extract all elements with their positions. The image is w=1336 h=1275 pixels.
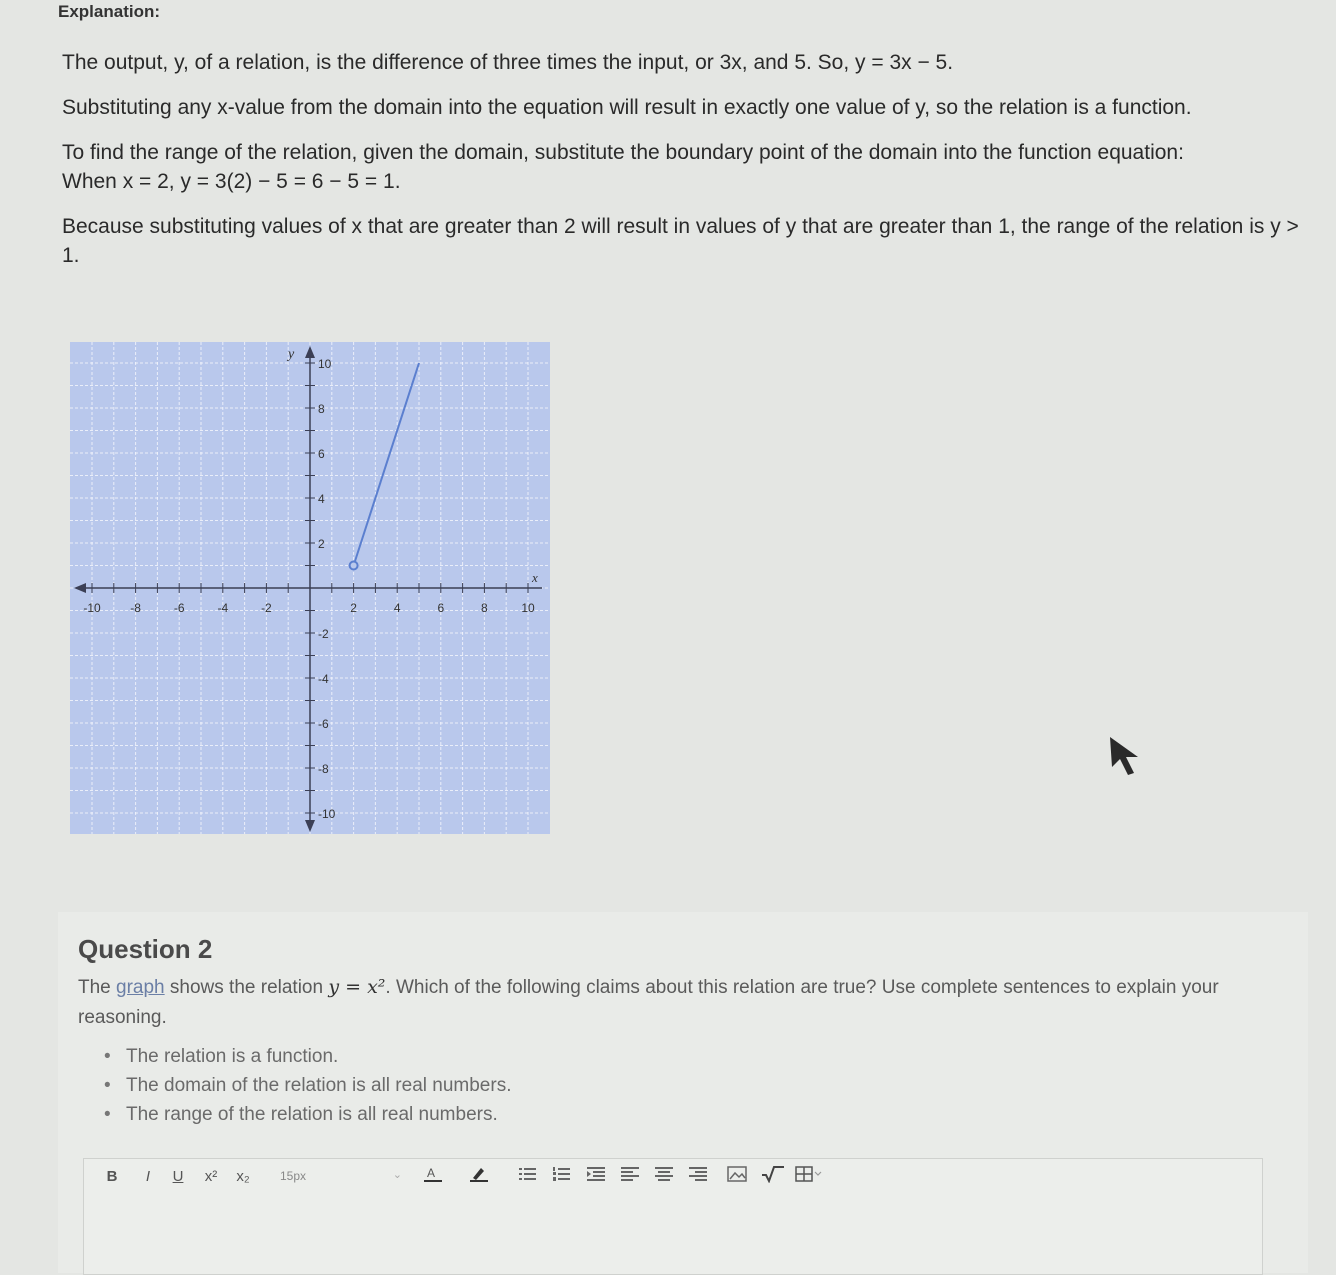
explanation-section bbox=[58, 2, 1308, 286]
align-right-icon bbox=[688, 1166, 708, 1182]
answer-editor[interactable] bbox=[83, 1158, 1263, 1275]
y-tick-label: -2 bbox=[318, 627, 329, 641]
question-text-before: The bbox=[78, 977, 117, 998]
y-tick-label: -4 bbox=[318, 672, 329, 686]
indent-icon bbox=[586, 1166, 606, 1182]
insert-table-button[interactable] bbox=[794, 1165, 818, 1187]
align-center-button[interactable] bbox=[652, 1166, 676, 1186]
y-tick-label: 10 bbox=[318, 357, 332, 371]
y-tick-label: 8 bbox=[318, 402, 325, 416]
subscript-button[interactable]: x₂ bbox=[236, 1167, 250, 1185]
align-right-button[interactable] bbox=[686, 1166, 710, 1186]
bold-button[interactable]: B bbox=[106, 1167, 118, 1185]
image-icon bbox=[726, 1165, 748, 1183]
question-title: Question 2 bbox=[78, 934, 213, 964]
font-size-select[interactable] bbox=[280, 1169, 410, 1183]
indent-button[interactable] bbox=[584, 1166, 608, 1186]
insert-math-button[interactable] bbox=[760, 1165, 784, 1187]
numbered-list-button[interactable] bbox=[550, 1166, 574, 1186]
text-color-button[interactable] bbox=[418, 1164, 448, 1188]
square-root-icon bbox=[760, 1165, 786, 1183]
y-tick-label: 2 bbox=[318, 537, 325, 551]
x-tick-label: 4 bbox=[393, 601, 401, 615]
question-text-mid: shows the relation bbox=[164, 977, 329, 998]
x-tick-label: -8 bbox=[130, 601, 141, 615]
underline-button[interactable]: U bbox=[172, 1167, 184, 1185]
x-tick-label: -4 bbox=[217, 601, 229, 615]
y-tick-label: 6 bbox=[318, 447, 325, 461]
question-equation: y = x² bbox=[328, 976, 386, 998]
x-tick-label: -10 bbox=[83, 601, 101, 615]
x-tick-label: 10 bbox=[521, 601, 535, 615]
italic-button[interactable]: I bbox=[145, 1167, 151, 1185]
x-tick-label: -6 bbox=[173, 601, 185, 615]
mouse-cursor-icon bbox=[1108, 735, 1142, 775]
highlighter-icon bbox=[467, 1164, 491, 1184]
table-icon bbox=[794, 1165, 824, 1183]
x-tick-label: 8 bbox=[481, 601, 488, 615]
svg-text:A: A bbox=[427, 1166, 436, 1180]
graph-link[interactable]: graph bbox=[116, 977, 165, 998]
bullet-list-icon bbox=[518, 1166, 538, 1182]
explanation-paragraph-3 bbox=[62, 138, 1308, 196]
x-tick-label: 6 bbox=[437, 601, 445, 615]
relation-graph bbox=[70, 342, 550, 834]
question-text-after: . Which of the following claims about this relation are true? Use complete sentences to explain your reasoning. bbox=[78, 977, 1219, 1028]
editor-toolbar bbox=[84, 1159, 1262, 1193]
explanation-paragraph-1: The output, y, of a relation, is the difference of three times the input, or 3x, and 5. So, y = 3x − 5. bbox=[62, 51, 954, 74]
chevron-down-icon: ⌄ bbox=[392, 1169, 402, 1181]
question-prompt bbox=[78, 972, 1278, 1033]
y-tick-label: -10 bbox=[318, 807, 336, 821]
align-left-button[interactable] bbox=[618, 1166, 642, 1186]
y-axis-label: y bbox=[288, 347, 295, 362]
font-size-value: 15px bbox=[280, 1169, 307, 1183]
explanation-heading: Explanation: bbox=[58, 2, 161, 21]
text-color-icon bbox=[421, 1164, 445, 1184]
insert-image-button[interactable] bbox=[724, 1165, 750, 1187]
superscript-button[interactable]: x² bbox=[204, 1167, 218, 1185]
align-center-icon bbox=[654, 1166, 674, 1182]
numbered-list-icon bbox=[552, 1166, 572, 1182]
claim-item: • The domain of the relation is all real numbers. bbox=[104, 1071, 511, 1100]
bullet-list-button[interactable] bbox=[516, 1166, 540, 1186]
question-2-block bbox=[58, 912, 1308, 1273]
y-tick-label: -8 bbox=[318, 762, 329, 776]
align-left-icon bbox=[620, 1166, 640, 1182]
y-tick-label: -6 bbox=[318, 717, 329, 731]
explanation-paragraph-3b: When x = 2, y = 3(2) − 5 = 6 − 5 = 1. bbox=[62, 170, 401, 193]
claim-item: • The relation is a function. bbox=[104, 1042, 511, 1071]
explanation-paragraph-3a: To find the range of the relation, given the domain, substitute the boundary point of the domain into the function equation: bbox=[62, 141, 1184, 164]
explanation-paragraph-2: Substituting any x-value from the domain into the equation will result in exactly one value of y, so the relation is a function. bbox=[62, 96, 1192, 119]
claim-item: • The range of the relation is all real numbers. bbox=[104, 1100, 511, 1129]
claims-list bbox=[104, 1042, 511, 1129]
x-axis-label: x bbox=[532, 570, 538, 585]
y-tick-label: 4 bbox=[318, 492, 325, 506]
explanation-paragraph-4: Because substituting values of x that are greater than 2 will result in values of y that are greater than 1, the range of the relation is y > 1. bbox=[62, 215, 1299, 267]
open-endpoint bbox=[350, 562, 358, 570]
x-tick-label: 2 bbox=[350, 601, 357, 615]
highlight-button[interactable] bbox=[464, 1164, 494, 1188]
x-tick-label: -2 bbox=[261, 601, 272, 615]
